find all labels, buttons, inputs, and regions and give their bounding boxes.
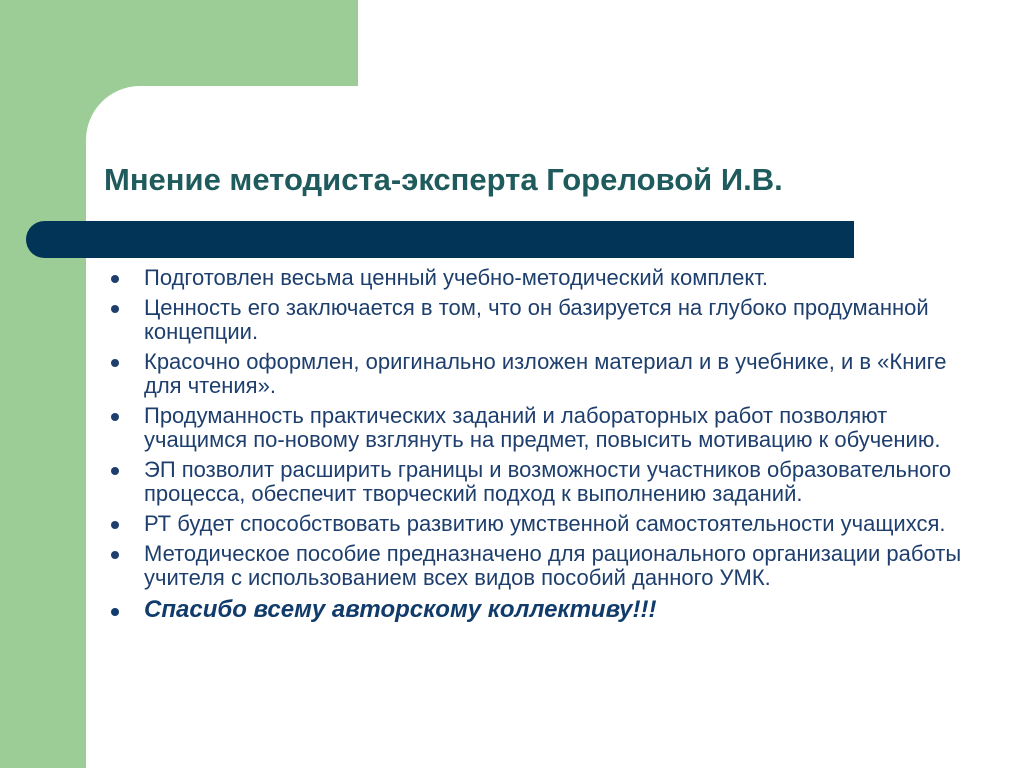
list-item	[104, 512, 984, 536]
list-item	[104, 458, 984, 506]
bullet-text: Методическое пособие предназначено для рационального организации работы учителя с использованием всех видов пособий данного УМК.	[144, 541, 962, 590]
list-item	[104, 542, 984, 590]
bullet-text: РТ будет способствовать развитию умственной самостоятельности учащихся.	[144, 511, 946, 536]
bullet-list	[104, 266, 984, 628]
bullet-text: Продуманность практических заданий и лабораторных работ позволяют учащимся по-новому взглянуть на предмет, повысить мотивацию к обучению.	[144, 403, 941, 452]
list-item	[104, 404, 984, 452]
bullet-text: Ценность его заключается в том, что он базируется на глубоко продуманной концепции.	[144, 295, 929, 344]
list-item	[104, 296, 984, 344]
bullet-icon	[111, 413, 119, 421]
bullet-icon	[111, 359, 119, 367]
slide-title: Мнение методиста-эксперта Гореловой И.В.	[104, 162, 783, 197]
thanks-item	[104, 598, 984, 622]
list-item	[104, 350, 984, 398]
bullet-icon	[111, 608, 119, 616]
bullet-icon	[111, 275, 119, 283]
bullet-icon	[111, 521, 119, 529]
bullet-text: Подготовлен весьма ценный учебно-методический комплект.	[144, 265, 768, 290]
bullet-icon	[111, 305, 119, 313]
list-item	[104, 266, 984, 290]
bullet-text: ЭП позволит расширить границы и возможности участников образовательного процесса, обеспечит творческий подход к выполнению заданий.	[144, 457, 952, 506]
bullet-icon	[111, 551, 119, 559]
bullet-text: Красочно оформлен, оригинально изложен материал и в учебнике, и в «Книге для чтения».	[144, 349, 947, 398]
title-underline-bar	[26, 221, 854, 258]
bullet-icon	[111, 467, 119, 475]
thanks-text: Спасибо всему авторскому коллективу!!!	[144, 596, 657, 623]
